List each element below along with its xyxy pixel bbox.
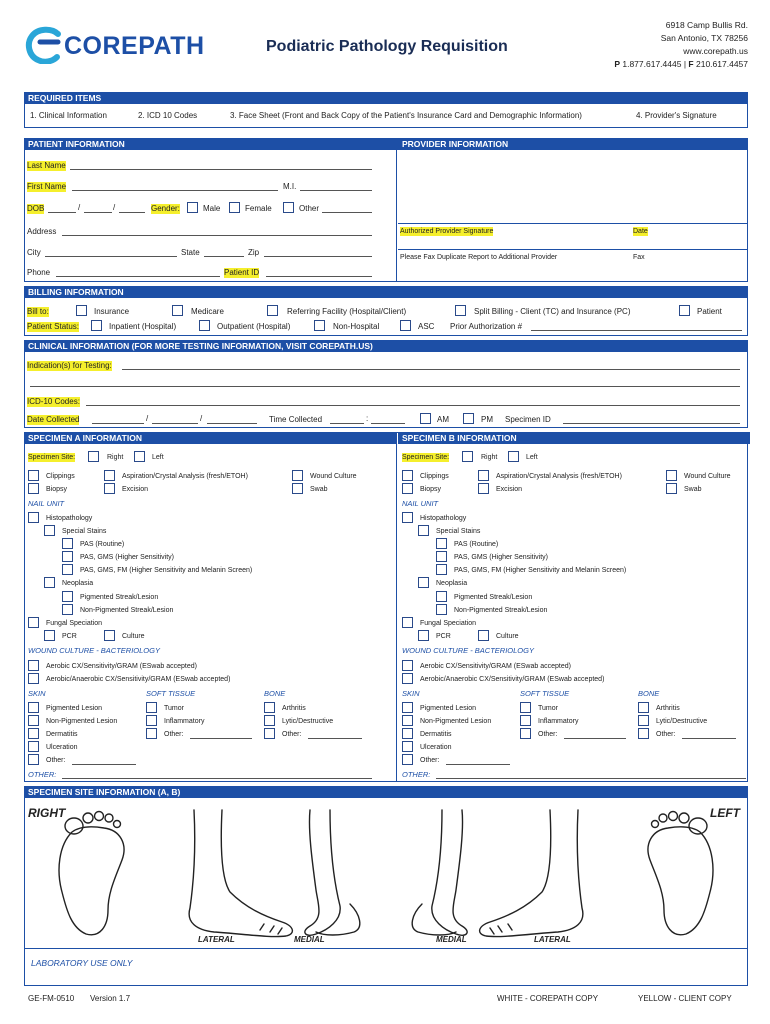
- status-outpatient-checkbox[interactable]: [199, 320, 210, 331]
- specimen-b-soft-other-field[interactable]: [564, 738, 626, 739]
- specimen-a-skin-heading: SKIN: [28, 689, 46, 698]
- mi-label: M.I.: [283, 182, 297, 191]
- status-inpatient-label: Inpatient (Hospital): [109, 322, 177, 331]
- specimen-b-pas-routine-label: PAS (Routine): [454, 541, 499, 548]
- site-right-label: RIGHT: [28, 806, 66, 820]
- specimen-a-biopsy-label: Biopsy: [46, 486, 68, 493]
- specimen-b-soft-other-label: Other:: [538, 731, 558, 738]
- specimen-b-aerobic-anaerobic-checkbox[interactable]: [402, 673, 413, 684]
- bill-patient-checkbox[interactable]: [679, 305, 690, 316]
- specimen-a-other-heading: OTHER:: [28, 770, 57, 779]
- specimen-b-swab-checkbox[interactable]: [666, 483, 677, 494]
- specimen-a-swab-label: Swab: [310, 486, 328, 493]
- bill-referring-label: Referring Facility (Hospital/Client): [287, 307, 407, 316]
- gender-male-label: Male: [203, 204, 221, 213]
- specimen-a-pigmented-streak-label: Pigmented Streak/Lesion: [80, 594, 159, 601]
- specimen-a-histopathology-checkbox[interactable]: [28, 512, 39, 523]
- date-collected-label: Date Collected: [27, 415, 80, 424]
- specimen-a-histopathology-label: Histopathology: [46, 515, 93, 522]
- state-label: State: [181, 248, 200, 257]
- specimen-b-dermatitis-checkbox[interactable]: [402, 728, 413, 739]
- specimen-b-fungal-checkbox[interactable]: [402, 617, 413, 628]
- specimen-a-header: SPECIMEN A INFORMATION: [24, 432, 396, 444]
- website: www.corepath.us: [683, 46, 748, 56]
- specimen-b-aerobic-label: Aerobic CX/Sensitivity/GRAM (ESwab accepted): [420, 663, 571, 670]
- specimen-a-inflammatory-label: Inflammatory: [164, 718, 205, 725]
- specimen-b-non-pigmented-lesion-checkbox[interactable]: [402, 715, 413, 726]
- specimen-a-soft-other-field[interactable]: [190, 738, 252, 739]
- specimen-b-bone-other-label: Other:: [656, 731, 676, 738]
- specimen-b-inflammatory-label: Inflammatory: [538, 718, 579, 725]
- specimen-b-pigmented-lesion-checkbox[interactable]: [402, 702, 413, 713]
- specimen-b-histopathology-checkbox[interactable]: [402, 512, 413, 523]
- billing-info-header: BILLING INFORMATION: [24, 286, 748, 298]
- patient-provider-divider: [396, 138, 397, 282]
- site-info-header: SPECIMEN SITE INFORMATION (A, B): [24, 786, 748, 798]
- am-checkbox[interactable]: [420, 413, 431, 424]
- city-label: City: [27, 248, 41, 257]
- label-lateral-right: LATERAL: [198, 935, 235, 944]
- time-collected-label: Time Collected: [269, 415, 323, 424]
- specimen-a-clippings-label: Clippings: [46, 473, 75, 480]
- specimen-a-wound-culture-checkbox[interactable]: [292, 470, 303, 481]
- am-label: AM: [437, 415, 449, 424]
- specimen-b-bone-other-checkbox[interactable]: [638, 728, 649, 739]
- specimen-b-non-pigmented-streak-label: Non-Pigmented Streak/Lesion: [454, 607, 548, 614]
- patient-info-header: PATIENT INFORMATION: [24, 138, 398, 150]
- specimen-a-fungal-label: Fungal Speciation: [46, 620, 103, 627]
- specimen-a-skin-other-field[interactable]: [72, 764, 136, 765]
- date-collected-year[interactable]: [207, 423, 257, 424]
- provider-date-label: Date: [633, 228, 648, 235]
- specimen-b-other-heading: OTHER:: [402, 770, 431, 779]
- patient-id-field[interactable]: [266, 276, 372, 277]
- icd-codes-label: ICD-10 Codes:: [27, 397, 80, 406]
- specimen-a-site-label: Specimen Site:: [28, 454, 76, 461]
- logo-wordmark: COREPATH: [64, 32, 205, 60]
- specimen-b-bone-other-field[interactable]: [682, 738, 736, 739]
- phone-number: 1.877.617.4445: [622, 59, 682, 69]
- specimen-b-soft-other-checkbox[interactable]: [520, 728, 531, 739]
- white-copy-label: WHITE - COREPATH COPY: [497, 994, 599, 1003]
- specimen-a-biopsy-checkbox[interactable]: [28, 483, 39, 494]
- indications-field-1[interactable]: [122, 369, 740, 370]
- specimen-a-neoplasia-checkbox[interactable]: [44, 577, 55, 588]
- specimen-a-right-label: Right: [107, 454, 124, 461]
- specimen-a-ulceration-checkbox[interactable]: [28, 741, 39, 752]
- feet-baseline: [24, 948, 748, 949]
- gender-male-checkbox[interactable]: [187, 202, 198, 213]
- specimen-a-pigmented-lesion-checkbox[interactable]: [28, 702, 39, 713]
- prior-auth-field[interactable]: [531, 330, 742, 331]
- specimen-a-tumor-checkbox[interactable]: [146, 702, 157, 713]
- specimen-b-excision-label: Excision: [496, 486, 523, 493]
- specimen-a-pas-routine-checkbox[interactable]: [62, 538, 73, 549]
- specimen-b-clippings-label: Clippings: [420, 473, 449, 480]
- specimen-a-left-checkbox[interactable]: [134, 451, 145, 462]
- phone-field[interactable]: [56, 276, 220, 277]
- gender-female-label: Female: [245, 204, 272, 213]
- specimen-b-left-checkbox[interactable]: [508, 451, 519, 462]
- specimen-b-lytic-checkbox[interactable]: [638, 715, 649, 726]
- specimen-a-non-pigmented-lesion-label: Non-Pigmented Lesion: [46, 718, 118, 725]
- patient-id-label: Patient ID: [224, 268, 260, 277]
- specimen-b-aerobic-anaerobic-label: Aerobic/Anaerobic CX/Sensitivity/GRAM (ESwab accepted): [420, 676, 605, 683]
- specimen-a-right-checkbox[interactable]: [88, 451, 99, 462]
- specimen-a-dermatitis-label: Dermatitis: [46, 731, 78, 738]
- clinical-section: [24, 340, 748, 428]
- city-field[interactable]: [45, 256, 177, 257]
- left-foot-lateral-icon: [480, 810, 583, 937]
- bill-split-checkbox[interactable]: [455, 305, 466, 316]
- specimen-a-bone-other-field[interactable]: [308, 738, 362, 739]
- date-collected-slash-1: /: [146, 414, 149, 423]
- contact-separator: |: [683, 59, 687, 69]
- specimen-b-pigmented-streak-checkbox[interactable]: [436, 591, 447, 602]
- specimen-a-pas-gms-fm-checkbox[interactable]: [62, 564, 73, 575]
- specimen-b-soft-tissue-heading: SOFT TISSUE: [520, 689, 570, 698]
- specimen-b-pcr-label: PCR: [436, 633, 451, 640]
- specimen-b-pigmented-lesion-label: Pigmented Lesion: [420, 705, 477, 712]
- specimen-a-non-pigmented-streak-checkbox[interactable]: [62, 604, 73, 615]
- bill-patient-label: Patient: [697, 307, 722, 316]
- specimen-a-nail-unit-heading: NAIL UNIT: [28, 499, 65, 508]
- specimen-a-pigmented-streak-checkbox[interactable]: [62, 591, 73, 602]
- specimen-b-header: SPECIMEN B INFORMATION: [398, 432, 750, 444]
- fax-duplicate-label: Please Fax Duplicate Report to Additional Provider: [400, 254, 558, 261]
- specimen-b-wound-bact-heading: WOUND CULTURE - BACTERIOLOGY: [402, 646, 534, 655]
- specimen-b-neoplasia-label: Neoplasia: [436, 580, 468, 587]
- specimen-b-biopsy-label: Biopsy: [420, 486, 442, 493]
- specimen-b-pas-gms-fm-label: PAS, GMS, FM (Higher Sensitivity and Melanin Screen): [454, 567, 627, 574]
- specimen-a-aspiration-label: Aspiration/Crystal Analysis (fresh/ETOH): [122, 473, 248, 480]
- address-label: Address: [27, 227, 57, 236]
- specimen-a-culture-label: Culture: [122, 633, 145, 640]
- lab-use-only-label: LABORATORY USE ONLY: [31, 958, 133, 968]
- specimen-b-ulceration-label: Ulceration: [420, 744, 452, 751]
- corepath-logo: [24, 26, 224, 64]
- required-item-2: 2. ICD 10 Codes: [138, 111, 198, 120]
- specimen-a-ulceration-label: Ulceration: [46, 744, 78, 751]
- specimen-a-soft-other-label: Other:: [164, 731, 184, 738]
- specimen-b-non-pigmented-lesion-label: Non-Pigmented Lesion: [420, 718, 492, 725]
- specimen-b-clippings-checkbox[interactable]: [402, 470, 413, 481]
- clinical-info-header: CLINICAL INFORMATION (FOR MORE TESTING INFORMATION, VISIT COREPATH.US): [24, 340, 748, 352]
- specimen-a-special-stains-checkbox[interactable]: [44, 525, 55, 536]
- corepath-logo-icon: [24, 26, 64, 64]
- specimen-a-wound-culture-label: Wound Culture: [310, 473, 357, 480]
- indications-field-2[interactable]: [30, 386, 740, 387]
- specimen-a-neoplasia-label: Neoplasia: [62, 580, 94, 587]
- specimen-b-pas-routine-checkbox[interactable]: [436, 538, 447, 549]
- specimen-a-pcr-label: PCR: [62, 633, 77, 640]
- form-version: Version 1.7: [90, 994, 131, 1003]
- specimen-a-special-stains-label: Special Stains: [62, 528, 107, 535]
- yellow-copy-label: YELLOW - CLIENT COPY: [638, 994, 732, 1003]
- specimen-a-arthritis-label: Arthritis: [282, 705, 306, 712]
- left-foot-medial-icon: [412, 810, 467, 935]
- specimen-b-aerobic-checkbox[interactable]: [402, 660, 413, 671]
- time-collected-hour[interactable]: [330, 423, 364, 424]
- gender-other-checkbox[interactable]: [283, 202, 294, 213]
- provider-info-header: PROVIDER INFORMATION: [398, 138, 748, 150]
- specimen-a-swab-checkbox[interactable]: [292, 483, 303, 494]
- icd-codes-field[interactable]: [86, 405, 740, 406]
- provider-info-area[interactable]: [398, 150, 746, 222]
- specimen-a-culture-checkbox[interactable]: [104, 630, 115, 641]
- specimen-b-site-label: Specimen Site:: [402, 454, 450, 461]
- bill-medicare-checkbox[interactable]: [172, 305, 183, 316]
- site-left-label: LEFT: [710, 806, 740, 820]
- specimen-b-arthritis-label: Arthritis: [656, 705, 680, 712]
- required-item-4: 4. Provider's Signature: [636, 111, 717, 120]
- specimen-b-pigmented-streak-label: Pigmented Streak/Lesion: [454, 594, 533, 601]
- bill-insurance-label: Insurance: [94, 307, 130, 316]
- specimen-b-dermatitis-label: Dermatitis: [420, 731, 452, 738]
- specimen-b-bone-heading: BONE: [638, 689, 660, 698]
- first-name-field[interactable]: [72, 190, 278, 191]
- specimen-a-left-label: Left: [152, 454, 164, 461]
- specimen-b-culture-label: Culture: [496, 633, 519, 640]
- specimen-a-pas-routine-label: PAS (Routine): [80, 541, 125, 548]
- label-medial-right: MEDIAL: [294, 935, 325, 944]
- fax-number: 210.617.4457: [696, 59, 748, 69]
- status-outpatient-label: Outpatient (Hospital): [217, 322, 291, 331]
- specimen-b-non-pigmented-streak-checkbox[interactable]: [436, 604, 447, 615]
- label-lateral-left: LATERAL: [534, 935, 571, 944]
- specimen-a-fungal-checkbox[interactable]: [28, 617, 39, 628]
- specimen-a-aerobic-label: Aerobic CX/Sensitivity/GRAM (ESwab accepted): [46, 663, 197, 670]
- specimen-b-left-label: Left: [526, 454, 538, 461]
- specimen-a-bone-other-checkbox[interactable]: [264, 728, 275, 739]
- first-name-label: First Name: [27, 182, 67, 191]
- bill-split-label: Split Billing - Client (TC) and Insurance (PC): [474, 307, 631, 316]
- prior-auth-label: Prior Authorization #: [450, 322, 523, 331]
- specimen-a-wound-bact-heading: WOUND CULTURE - BACTERIOLOGY: [28, 646, 160, 655]
- specimen-a-tumor-label: Tumor: [164, 705, 184, 712]
- specimen-a-skin-other-label: Other:: [46, 757, 66, 764]
- specimen-a-pas-gms-fm-label: PAS, GMS, FM (Higher Sensitivity and Melanin Screen): [80, 567, 253, 574]
- form-number: GE-FM-0510: [28, 994, 75, 1003]
- bill-to-label: Bill to:: [27, 307, 49, 316]
- provider-signature-label: Authorized Provider Signature: [400, 228, 494, 235]
- zip-label: Zip: [248, 248, 260, 257]
- date-collected-day[interactable]: [152, 423, 198, 424]
- status-non-hospital-checkbox[interactable]: [314, 320, 325, 331]
- specimen-a-pcr-checkbox[interactable]: [44, 630, 55, 641]
- gender-female-checkbox[interactable]: [229, 202, 240, 213]
- pm-checkbox[interactable]: [463, 413, 474, 424]
- dob-label: DOB: [27, 204, 45, 213]
- patient-status-label: Patient Status:: [27, 322, 80, 331]
- specimen-a-other-field[interactable]: [62, 778, 372, 779]
- right-foot-lateral-icon: [189, 810, 292, 937]
- specimen-b-ulceration-checkbox[interactable]: [402, 741, 413, 752]
- specimen-b-lytic-label: Lytic/Destructive: [656, 718, 708, 725]
- bill-insurance-checkbox[interactable]: [76, 305, 87, 316]
- address-line-1: 6918 Camp Bullis Rd.: [665, 20, 748, 30]
- status-non-hospital-label: Non-Hospital: [333, 322, 380, 331]
- specimen-a-excision-checkbox[interactable]: [104, 483, 115, 494]
- specimen-a-arthritis-checkbox[interactable]: [264, 702, 275, 713]
- specimen-b-wound-culture-checkbox[interactable]: [666, 470, 677, 481]
- specimen-b-culture-checkbox[interactable]: [478, 630, 489, 641]
- specimen-a-soft-other-checkbox[interactable]: [146, 728, 157, 739]
- date-collected-month[interactable]: [92, 423, 144, 424]
- dob-slash-1: /: [78, 203, 81, 212]
- specimen-a-lytic-label: Lytic/Destructive: [282, 718, 334, 725]
- specimen-a-dermatitis-checkbox[interactable]: [28, 728, 39, 739]
- specimen-a-pas-gms-label: PAS, GMS (Higher Sensitivity): [80, 554, 175, 561]
- label-medial-left: MEDIAL: [436, 935, 467, 944]
- specimen-b-pas-gms-fm-checkbox[interactable]: [436, 564, 447, 575]
- specimen-b-wound-culture-label: Wound Culture: [684, 473, 731, 480]
- indications-label: Indication(s) for Testing:: [27, 361, 112, 370]
- foot-diagrams[interactable]: [24, 800, 748, 948]
- dob-year-field[interactable]: [119, 212, 145, 213]
- specimen-b-biopsy-checkbox[interactable]: [402, 483, 413, 494]
- gender-label: Gender:: [151, 204, 180, 213]
- gender-other-label: Other: [299, 204, 320, 213]
- specimen-b-swab-label: Swab: [684, 486, 702, 493]
- mi-field[interactable]: [300, 190, 372, 191]
- pm-label: PM: [481, 415, 493, 424]
- specimen-a-soft-tissue-heading: SOFT TISSUE: [146, 689, 196, 698]
- specimen-a-aerobic-checkbox[interactable]: [28, 660, 39, 671]
- specimen-b-skin-other-label: Other:: [420, 757, 440, 764]
- right-foot-plantar-icon: [59, 812, 124, 935]
- fax-label: F: [688, 59, 694, 69]
- address-field[interactable]: [62, 235, 372, 236]
- provider-fax-label: Fax: [633, 254, 645, 261]
- specimen-a-aerobic-anaerobic-checkbox[interactable]: [28, 673, 39, 684]
- specimen-b-skin-heading: SKIN: [402, 689, 420, 698]
- status-asc-checkbox[interactable]: [400, 320, 411, 331]
- gender-other-field[interactable]: [322, 212, 372, 213]
- required-item-3: 3. Face Sheet (Front and Back Copy of the Patient's Insurance Card and Demographic Information): [230, 111, 582, 120]
- right-foot-medial-icon: [305, 810, 360, 935]
- specimen-b-neoplasia-checkbox[interactable]: [418, 577, 429, 588]
- specimen-b-fungal-label: Fungal Speciation: [420, 620, 477, 627]
- specimen-divider: [396, 432, 397, 782]
- time-colon: :: [366, 414, 369, 423]
- specimen-a-inflammatory-checkbox[interactable]: [146, 715, 157, 726]
- specimen-b-pcr-checkbox[interactable]: [418, 630, 429, 641]
- specimen-b-histopathology-label: Histopathology: [420, 515, 467, 522]
- required-items-header: REQUIRED ITEMS: [24, 92, 748, 104]
- state-field[interactable]: [204, 256, 244, 257]
- specimen-b-right-checkbox[interactable]: [462, 451, 473, 462]
- specimen-a-pigmented-lesion-label: Pigmented Lesion: [46, 705, 103, 712]
- date-collected-slash-2: /: [200, 414, 203, 423]
- time-collected-minute[interactable]: [371, 423, 405, 424]
- contact-line: [614, 59, 748, 70]
- specimen-b-nail-unit-heading: NAIL UNIT: [402, 499, 439, 508]
- specimen-b-aspiration-label: Aspiration/Crystal Analysis (fresh/ETOH): [496, 473, 622, 480]
- dob-month-field[interactable]: [48, 212, 76, 213]
- specimen-id-field[interactable]: [563, 423, 740, 424]
- specimen-b-special-stains-checkbox[interactable]: [418, 525, 429, 536]
- specimen-b-right-label: Right: [481, 454, 498, 461]
- dob-day-field[interactable]: [84, 212, 112, 213]
- specimen-b-skin-other-field[interactable]: [446, 764, 510, 765]
- zip-field[interactable]: [264, 256, 372, 257]
- page-title: Podiatric Pathology Requisition: [266, 38, 508, 55]
- required-item-1: 1. Clinical Information: [30, 111, 107, 120]
- bill-medicare-label: Medicare: [191, 307, 224, 316]
- specimen-b-aspiration-checkbox[interactable]: [478, 470, 489, 481]
- status-inpatient-checkbox[interactable]: [91, 320, 102, 331]
- specimen-id-label: Specimen ID: [505, 415, 551, 424]
- specimen-a-skin-other-checkbox[interactable]: [28, 754, 39, 765]
- specimen-a-clippings-checkbox[interactable]: [28, 470, 39, 481]
- bill-referring-checkbox[interactable]: [267, 305, 278, 316]
- specimen-b-tumor-label: Tumor: [538, 705, 558, 712]
- specimen-b-other-field[interactable]: [436, 778, 746, 779]
- phone-label: P: [614, 59, 620, 69]
- specimen-a-bone-heading: BONE: [264, 689, 286, 698]
- specimen-a-pas-gms-checkbox[interactable]: [62, 551, 73, 562]
- dob-slash-2: /: [113, 203, 116, 212]
- specimen-a-non-pigmented-lesion-checkbox[interactable]: [28, 715, 39, 726]
- specimen-b-pas-gms-label: PAS, GMS (Higher Sensitivity): [454, 554, 549, 561]
- left-foot-plantar-icon: [648, 812, 713, 935]
- specimen-b-arthritis-checkbox[interactable]: [638, 702, 649, 713]
- specimen-b-inflammatory-checkbox[interactable]: [520, 715, 531, 726]
- provider-fax-line: [398, 249, 748, 250]
- specimen-a-aerobic-anaerobic-label: Aerobic/Anaerobic CX/Sensitivity/GRAM (ESwab accepted): [46, 676, 231, 683]
- specimen-a-excision-label: Excision: [122, 486, 149, 493]
- provider-signature-line: [398, 223, 748, 224]
- last-name-label: Last Name: [27, 161, 66, 170]
- specimen-a-lytic-checkbox[interactable]: [264, 715, 275, 726]
- specimen-a-aspiration-checkbox[interactable]: [104, 470, 115, 481]
- specimen-a-non-pigmented-streak-label: Non-Pigmented Streak/Lesion: [80, 607, 174, 614]
- specimen-b-skin-other-checkbox[interactable]: [402, 754, 413, 765]
- specimen-a-bone-other-label: Other:: [282, 731, 302, 738]
- specimen-b-special-stains-label: Special Stains: [436, 528, 481, 535]
- specimen-b-pas-gms-checkbox[interactable]: [436, 551, 447, 562]
- address-line-2: San Antonio, TX 78256: [660, 33, 748, 43]
- phone-label-field: Phone: [27, 268, 51, 277]
- status-asc-label: ASC: [418, 322, 435, 331]
- specimen-b-excision-checkbox[interactable]: [478, 483, 489, 494]
- specimen-b-tumor-checkbox[interactable]: [520, 702, 531, 713]
- last-name-field[interactable]: [70, 169, 372, 170]
